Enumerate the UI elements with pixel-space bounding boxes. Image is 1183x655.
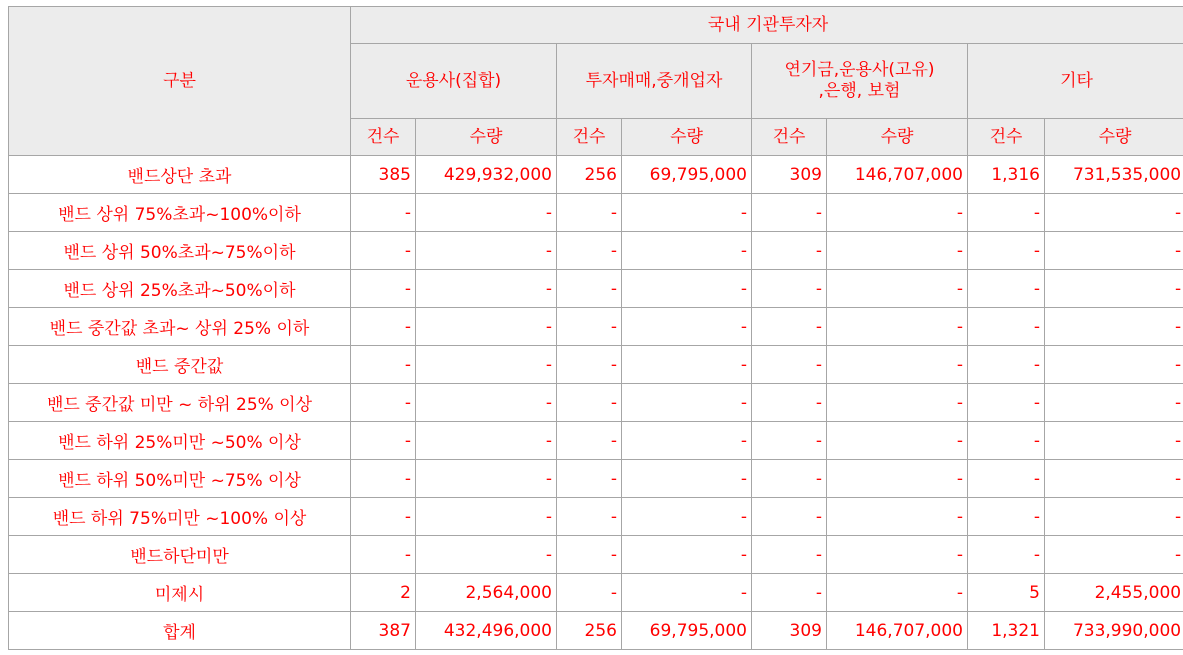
count-cell: - [752,574,827,612]
count-cell: - [557,536,622,574]
count-cell: 309 [752,612,827,650]
quantity-cell: 429,932,000 [416,156,557,194]
row-label: 미제시 [9,574,351,612]
table-row [9,384,1183,422]
quantity-header: 수량 [416,119,557,156]
count-cell: - [968,232,1045,270]
count-cell: - [752,460,827,498]
count-cell: - [968,270,1045,308]
count-cell: 5 [968,574,1045,612]
quantity-cell: - [1045,384,1183,422]
count-cell: 1,316 [968,156,1045,194]
count-header: 건수 [351,119,416,156]
count-cell: - [557,574,622,612]
row-label: 밴드하단미만 [9,536,351,574]
quantity-cell: - [1045,460,1183,498]
count-cell: - [557,460,622,498]
quantity-cell: - [622,270,752,308]
count-cell: - [752,498,827,536]
count-cell: - [351,308,416,346]
quantity-cell: - [1045,346,1183,384]
row-label: 밴드 하위 75%미만 ~100% 이상 [9,498,351,536]
row-label: 합계 [9,612,351,650]
quantity-cell: 432,496,000 [416,612,557,650]
count-cell: 1,321 [968,612,1045,650]
count-cell: 256 [557,612,622,650]
quantity-cell: - [827,270,968,308]
quantity-cell: 146,707,000 [827,156,968,194]
row-label: 밴드 하위 25%미만 ~50% 이상 [9,422,351,460]
quantity-cell: - [416,270,557,308]
group-header: 국내 기관투자자 [351,7,1183,44]
count-cell: - [968,194,1045,232]
quantity-header: 수량 [622,119,752,156]
count-cell: - [968,422,1045,460]
count-header: 건수 [557,119,622,156]
row-label: 밴드 중간값 초과~ 상위 25% 이하 [9,308,351,346]
quantity-cell: - [827,536,968,574]
quantity-cell: - [416,194,557,232]
count-cell: - [557,194,622,232]
table-row [9,194,1183,232]
quantity-cell: - [622,460,752,498]
quantity-cell: - [1045,422,1183,460]
table-row [9,308,1183,346]
table-row [9,346,1183,384]
quantity-header: 수량 [1045,119,1183,156]
quantity-cell: 146,707,000 [827,612,968,650]
table-row [9,536,1183,574]
count-header: 건수 [752,119,827,156]
count-cell: - [968,346,1045,384]
row-label: 밴드 하위 50%미만 ~75% 이상 [9,460,351,498]
quantity-cell: - [827,574,968,612]
quantity-cell: - [827,194,968,232]
count-cell: 387 [351,612,416,650]
quantity-cell: - [622,498,752,536]
table-row [9,156,1183,194]
count-cell: - [752,232,827,270]
count-cell: 2 [351,574,416,612]
quantity-cell: 69,795,000 [622,612,752,650]
quantity-cell: - [416,460,557,498]
quantity-cell: - [1045,270,1183,308]
count-cell: - [557,308,622,346]
quantity-cell: 69,795,000 [622,156,752,194]
quantity-cell: - [622,574,752,612]
quantity-cell: - [416,384,557,422]
count-cell: - [351,232,416,270]
count-cell: 385 [351,156,416,194]
quantity-cell: - [622,536,752,574]
count-cell: - [557,422,622,460]
quantity-cell: - [622,194,752,232]
row-label: 밴드상단 초과 [9,156,351,194]
quantity-cell: - [827,308,968,346]
count-cell: - [557,498,622,536]
count-cell: - [351,346,416,384]
quantity-cell: 2,564,000 [416,574,557,612]
count-cell: - [351,536,416,574]
count-cell: - [351,460,416,498]
quantity-cell: 733,990,000 [1045,612,1183,650]
count-cell: - [752,194,827,232]
row-label: 밴드 상위 75%초과~100%이하 [9,194,351,232]
investor-type-header: 기타 [968,44,1183,119]
table-row [9,574,1183,612]
quantity-cell: 731,535,000 [1045,156,1183,194]
quantity-cell: - [1045,536,1183,574]
table-row [9,498,1183,536]
quantity-cell: - [827,384,968,422]
count-cell: - [557,270,622,308]
quantity-cell: - [827,232,968,270]
quantity-cell: - [827,498,968,536]
quantity-cell: - [1045,194,1183,232]
quantity-cell: - [827,346,968,384]
count-cell: 309 [752,156,827,194]
table-row [9,232,1183,270]
quantity-header: 수량 [827,119,968,156]
count-cell: - [351,194,416,232]
table-body [9,156,1183,650]
row-label: 밴드 중간값 미만 ~ 하위 25% 이상 [9,384,351,422]
quantity-cell: - [416,536,557,574]
quantity-cell: - [622,346,752,384]
quantity-cell: - [622,422,752,460]
count-cell: - [968,536,1045,574]
quantity-cell: - [416,308,557,346]
row-label: 밴드 중간값 [9,346,351,384]
count-header: 건수 [968,119,1045,156]
count-cell: - [351,384,416,422]
quantity-cell: - [416,232,557,270]
quantity-cell: - [827,422,968,460]
quantity-cell: - [1045,232,1183,270]
count-cell: - [752,346,827,384]
row-label: 밴드 상위 50%초과~75%이하 [9,232,351,270]
quantity-cell: - [622,232,752,270]
quantity-cell: - [622,384,752,422]
count-cell: - [351,270,416,308]
table-row [9,422,1183,460]
quantity-cell: - [1045,308,1183,346]
row-label: 밴드 상위 25%초과~50%이하 [9,270,351,308]
count-cell: - [557,384,622,422]
investor-type-header: 투자매매,중개업자 [557,44,752,119]
count-cell: - [752,536,827,574]
table-row [9,612,1183,650]
count-cell: - [557,346,622,384]
count-cell: - [968,308,1045,346]
count-cell: - [351,498,416,536]
quantity-cell: - [827,460,968,498]
count-cell: - [557,232,622,270]
count-cell: - [968,460,1045,498]
table-header [9,7,1183,156]
investor-type-header: 운용사(집합) [351,44,557,119]
quantity-cell: - [416,346,557,384]
table-row [9,270,1183,308]
demand-forecast-table [8,6,1183,650]
quantity-cell: - [1045,498,1183,536]
count-cell: - [752,308,827,346]
table-row [9,460,1183,498]
count-cell: - [752,384,827,422]
quantity-cell: - [416,498,557,536]
count-cell: - [752,270,827,308]
count-cell: - [968,384,1045,422]
quantity-cell: 2,455,000 [1045,574,1183,612]
count-cell: - [351,422,416,460]
investor-type-header: 연기금,운용사(고유) ,은행, 보험 [752,44,968,119]
quantity-cell: - [622,308,752,346]
category-header: 구분 [9,7,351,156]
quantity-cell: - [416,422,557,460]
count-cell: - [752,422,827,460]
count-cell: 256 [557,156,622,194]
count-cell: - [968,498,1045,536]
